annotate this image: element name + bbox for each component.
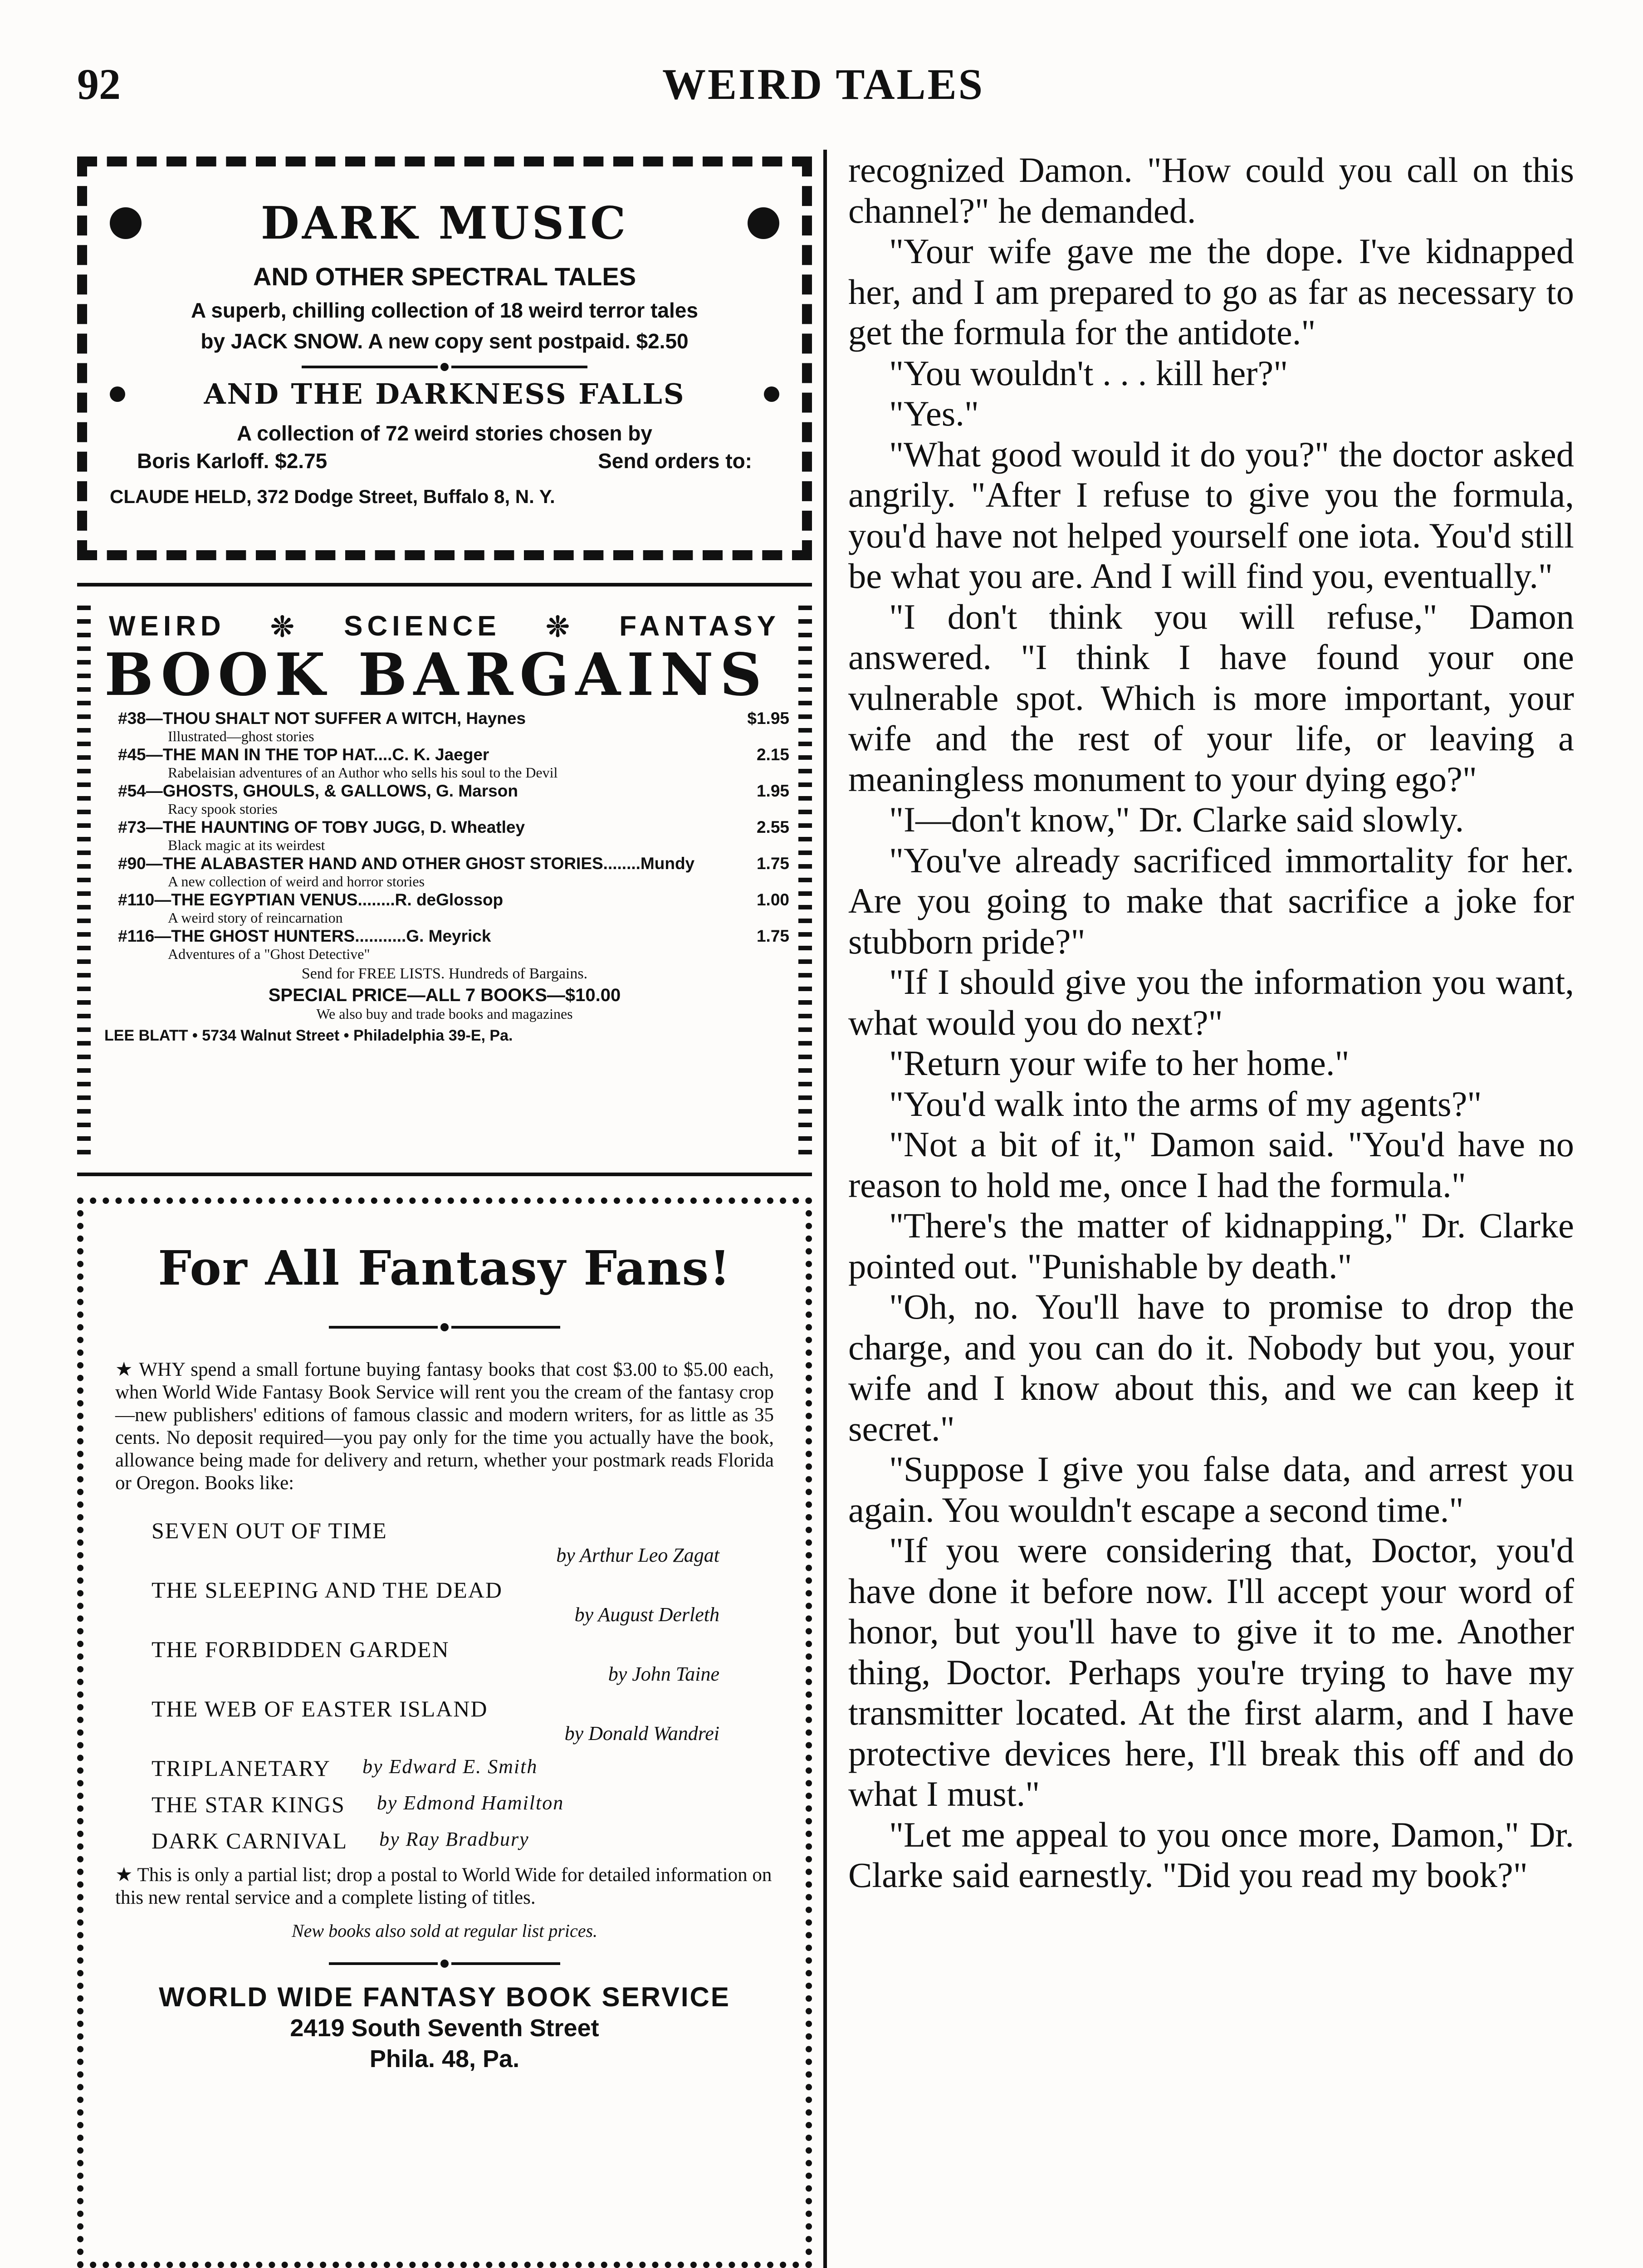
- bullet-icon: [110, 207, 142, 239]
- magazine-title: WEIRD TALES: [662, 60, 984, 108]
- book-price: 1.75: [756, 854, 789, 873]
- story-paragraph: "If I should give you the information you want, what would you do next?": [848, 962, 1574, 1042]
- book-price: 1.75: [756, 927, 789, 945]
- ornament-divider: [110, 363, 779, 371]
- ad-send-orders: Send orders to:: [598, 449, 752, 473]
- book-note: Adventures of a "Ghost Detective": [168, 946, 370, 962]
- genre-word: FANTASY: [619, 611, 780, 642]
- book-author: by August Derleth: [574, 1603, 719, 1626]
- list-item: [152, 1517, 774, 1567]
- book-entry: #116—THE GHOST HUNTERS...........G. Meyrick: [118, 927, 491, 945]
- decorative-border: [798, 606, 812, 1154]
- list-item: [152, 1577, 774, 1626]
- book-price: 2.55: [756, 818, 789, 836]
- book-title: THE STAR KINGS: [152, 1792, 345, 1817]
- book-title: TRIPLANETARY: [152, 1755, 331, 1781]
- story-paragraph: "If you were considering that, Doctor, you'd have done it before now. I'll accept your word of honor, but you'll have to give it to me. Another thing, Doctor. Perhaps you're trying to have my transmitter located. At the first alarm, and I have protective devices here, I'll break this off and do what I must.": [848, 1530, 1574, 1813]
- book-author: by Edmond Hamilton: [377, 1792, 564, 1814]
- list-item: [100, 890, 789, 925]
- book-title: SEVEN OUT OF TIME: [152, 1518, 387, 1543]
- book-price: $1.95: [747, 709, 789, 728]
- bullet-icon: [748, 207, 779, 239]
- ad-book-bargains: [77, 601, 812, 1159]
- story-paragraph: "There's the matter of kidnapping," Dr. Clarke pointed out. "Punishable by death.": [848, 1206, 1574, 1286]
- story-paragraph: "Return your wife to her home.": [889, 1043, 1350, 1083]
- story-paragraph: "Oh, no. You'll have to promise to drop the charge, and you can do it. Nobody but you, your wife and I know about this, and we can keep it secret.": [848, 1287, 1574, 1448]
- ad-new-books-note: New books also sold at regular list prices.: [291, 1921, 598, 1941]
- book-author: by Edward E. Smith: [362, 1755, 538, 1778]
- ornament-divider: [115, 1960, 774, 1968]
- book-title: THE FORBIDDEN GARDEN: [152, 1637, 450, 1662]
- story-paragraph: "You'd walk into the arms of my agents?": [889, 1084, 1482, 1124]
- ad-buy-note: We also buy and trade books and magazines: [316, 1006, 573, 1022]
- asterism-icon: ❊: [546, 611, 574, 643]
- column-divider: [823, 150, 827, 2268]
- list-item: [100, 745, 789, 780]
- story-paragraph: "You've already sacrificed immortality for her. Are you going to make that sacrifice a joke for stubborn pride?": [848, 840, 1574, 961]
- list-item: [152, 1636, 774, 1686]
- book-note: A new collection of weird and horror stories: [168, 873, 425, 890]
- bullet-icon: [764, 386, 779, 402]
- decorative-border: [77, 606, 91, 1154]
- page-number: 92: [77, 60, 121, 108]
- ad-partial-list-note: ★ This is only a partial list; drop a postal to World Wide for detailed information on this new rental service and a complete listing of titles.: [115, 1864, 772, 1908]
- ad-subtitle: AND OTHER SPECTRAL TALES: [253, 262, 636, 291]
- ad-address: LEE BLATT • 5734 Walnut Street • Philadelphia 39-E, Pa.: [104, 1027, 513, 1044]
- story-paragraph: "Let me appeal to you once more, Damon," Dr. Clarke said earnestly. "Did you read my book?": [848, 1814, 1574, 1895]
- ad-top-words: [100, 610, 789, 643]
- page-header: [77, 59, 1570, 118]
- ad-send-lists: Send for FREE LISTS. Hundreds of Bargains.: [301, 965, 588, 982]
- bullet-icon: [110, 386, 125, 402]
- ad-title-secondary: AND THE DARKNESS FALLS: [204, 377, 685, 411]
- book-entry: #73—THE HAUNTING OF TOBY JUGG, D. Wheatley: [118, 818, 525, 836]
- list-item: [100, 781, 789, 816]
- book-entry: #90—THE ALABASTER HAND AND OTHER GHOST STORIES........Mundy: [118, 854, 695, 873]
- list-item: [100, 926, 789, 962]
- book-price: 2.15: [756, 745, 789, 764]
- divider-line: [77, 1173, 812, 1176]
- book-list: [115, 1517, 774, 1854]
- list-item: [152, 1791, 774, 1818]
- ad-body-text: ★ WHY spend a small fortune buying fantasy books that cost $3.00 to $5.00 each, when World Wide Fantasy Book Service will rent you the cream of the fantasy crop—new publishers' editions of famous classic and modern writers, for as little as 35 cents. No deposit required—you pay only for the time you actually have the book, allowance being made for delivery and return, whether your postmark reads Florida or Oregon. Books like:: [115, 1359, 774, 1494]
- list-item: [152, 1755, 774, 1781]
- list-item: [152, 1696, 774, 1745]
- book-entry: #45—THE MAN IN THE TOP HAT....C. K. Jaeger: [118, 745, 489, 764]
- list-item: [100, 709, 789, 744]
- book-title: THE SLEEPING AND THE DEAD: [152, 1577, 503, 1603]
- story-paragraph: "Yes.": [889, 394, 979, 433]
- ad-street: 2419 South Seventh Street: [290, 2014, 599, 2042]
- list-item: [100, 854, 789, 889]
- book-author: by John Taine: [608, 1663, 719, 1685]
- story-paragraph: "What good would it do you?" the doctor asked angrily. "After I refuse to give you the formula, you'd have not helped yourself one iota. You'd still be what you are. And I will find you, eventually.": [848, 434, 1574, 596]
- story-paragraph: "Suppose I give you false data, and arrest you again. You wouldn't escape a second time.": [848, 1449, 1574, 1530]
- genre-word: WEIRD: [109, 611, 225, 642]
- book-note: Rabelaisian adventures of an Author who sells his soul to the Devil: [168, 764, 558, 781]
- book-list: [100, 709, 789, 962]
- story-paragraph: "Your wife gave me the dope. I've kidnapped her, and I am prepared to go as far as necessary to get the formula for the antidote.": [848, 231, 1574, 352]
- book-entry: #38—THOU SHALT NOT SUFFER A WITCH, Haynes: [118, 709, 526, 728]
- book-entry: #54—GHOSTS, GHOULS, & GALLOWS, G. Marson: [118, 782, 518, 800]
- ad-title: For All Fantasy Fans!: [158, 1240, 731, 1296]
- book-note: Black magic at its weirdest: [168, 837, 325, 853]
- ad-description-line: by JACK SNOW. A new copy sent postpaid. $2.50: [200, 329, 689, 353]
- book-note: Illustrated—ghost stories: [168, 728, 314, 744]
- ad-price: Boris Karloff. $2.75: [137, 449, 328, 473]
- story-paragraph: "I—don't know," Dr. Clarke said slowly.: [889, 800, 1464, 839]
- story-paragraph: "I don't think you will refuse," Damon answered. "I think I have found your one vulnerable spot. Which is more important, your wife and the rest of your life, or leaving a meaningless monument to your dying ego?": [848, 596, 1574, 799]
- book-note: Racy spook stories: [168, 801, 278, 817]
- book-author: by Donald Wandrei: [564, 1722, 719, 1745]
- genre-word: SCIENCE: [344, 611, 501, 642]
- ad-address: CLAUDE HELD, 372 Dodge Street, Buffalo 8, N. Y.: [110, 486, 555, 507]
- story-paragraph: "Not a bit of it," Damon said. "You'd have no reason to hold me, once I had the formula.": [848, 1124, 1574, 1205]
- ornament-divider: [115, 1323, 774, 1331]
- ad-special-price: SPECIAL PRICE—ALL 7 BOOKS—$10.00: [268, 985, 621, 1005]
- book-price: 1.00: [756, 890, 789, 909]
- book-author: by Arthur Leo Zagat: [556, 1544, 719, 1566]
- story-paragraph: "You wouldn't . . . kill her?": [889, 353, 1288, 393]
- ad-service-name: WORLD WIDE FANTASY BOOK SERVICE: [159, 1982, 730, 2012]
- book-title: THE WEB OF EASTER ISLAND: [152, 1696, 488, 1721]
- list-item: [100, 817, 789, 853]
- list-item: [152, 1828, 774, 1854]
- story-column: [848, 150, 1574, 1896]
- ad-description-line: A superb, chilling collection of 18 weird terror tales: [191, 298, 698, 322]
- book-note: A weird story of reincarnation: [168, 909, 343, 926]
- ad-description-line: A collection of 72 weird stories chosen by: [237, 421, 652, 445]
- ad-city: Phila. 48, Pa.: [369, 2045, 520, 2072]
- asterism-icon: ❊: [270, 611, 299, 643]
- book-price: 1.95: [756, 782, 789, 800]
- ad-title: DARK MUSIC: [260, 197, 629, 249]
- ad-title: BOOK BARGAINS: [104, 641, 768, 709]
- book-author: by Ray Bradbury: [379, 1828, 529, 1850]
- ad-fantasy-fans: [77, 1198, 812, 2268]
- divider-line: [77, 583, 812, 587]
- story-paragraph: recognized Damon. "How could you call on this channel?" he demanded.: [848, 150, 1574, 230]
- book-title: DARK CARNIVAL: [152, 1828, 348, 1853]
- book-entry: #110—THE EGYPTIAN VENUS........R. deGlossop: [118, 890, 504, 909]
- ad-dark-music: [77, 156, 812, 560]
